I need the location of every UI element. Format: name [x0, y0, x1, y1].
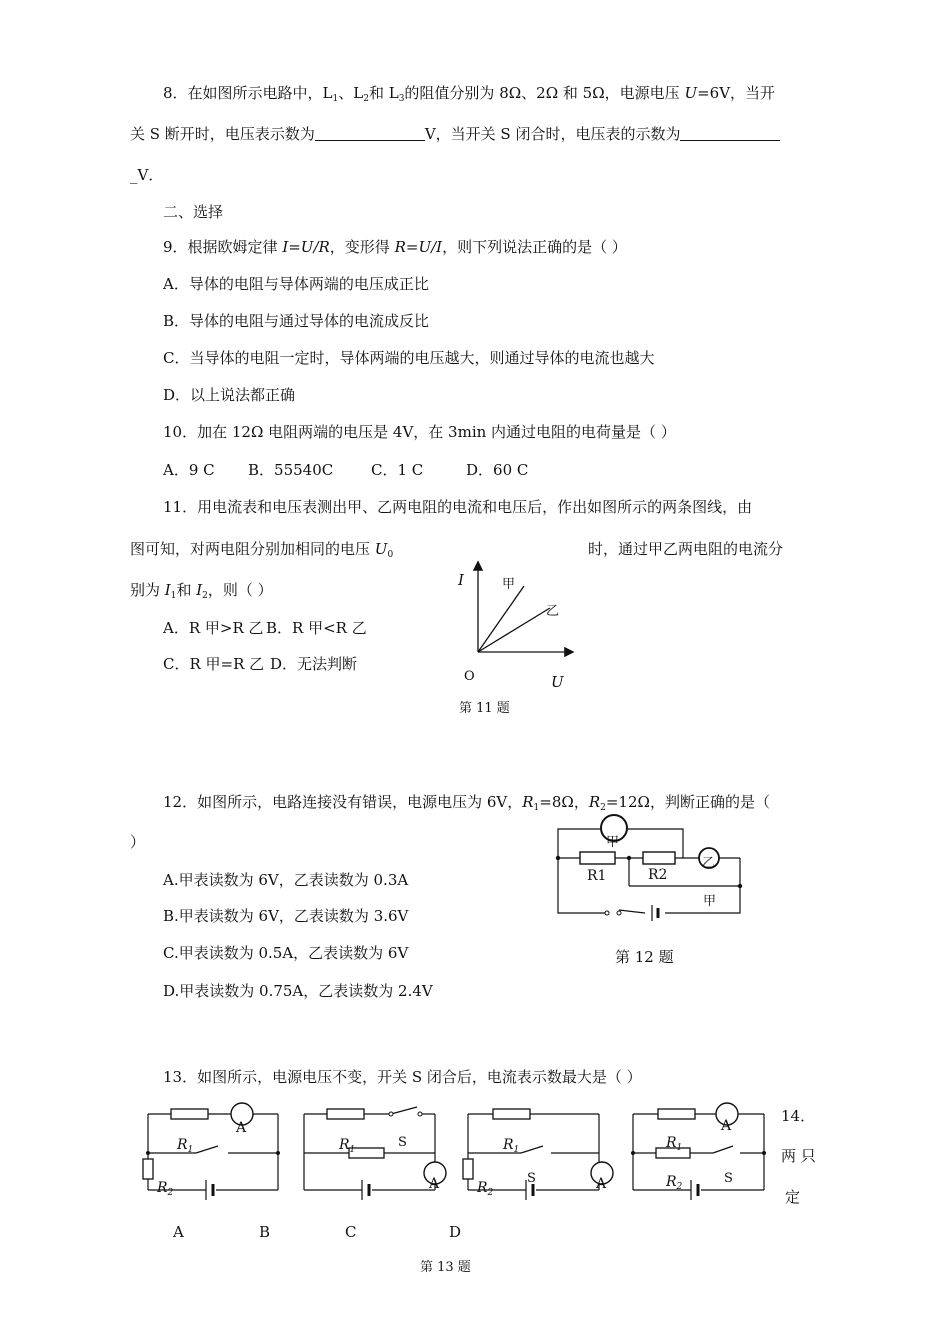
switch-label: S — [398, 1135, 407, 1150]
junction-dot — [556, 856, 560, 860]
q11-option-d[interactable]: D．无法判断 — [270, 655, 358, 673]
junction-dot — [762, 1151, 766, 1155]
q10-stem: 10．加在 12Ω 电阻两端的电压是 4V，在 3min 内通过电阻的电荷量是（ ） — [163, 423, 676, 441]
junction-dot — [738, 884, 742, 888]
junction-dot — [146, 1151, 150, 1155]
resistor — [143, 1159, 153, 1179]
r2-label: $R_2$ — [477, 1180, 494, 1198]
meter-jia-label: 甲 — [606, 835, 620, 850]
q13-label-c[interactable]: C — [345, 1223, 357, 1241]
q14-fragment-2: 两 只 — [781, 1147, 816, 1165]
q12-caption: 第 12 题 — [615, 948, 674, 966]
ammeter-label: A — [721, 1118, 732, 1134]
switch-label: S — [724, 1171, 733, 1186]
r1-label: R1 — [587, 868, 607, 884]
junction-dot — [627, 856, 631, 860]
r1-label: $R_1$ — [339, 1137, 356, 1155]
resistor-r2 — [643, 852, 675, 864]
switch-pivot[interactable] — [389, 1112, 393, 1116]
q8-line-3: _V． — [130, 166, 164, 184]
q12-option-a[interactable]: A.甲表读数为 6V，乙表读数为 0.3A — [163, 871, 409, 889]
line-yi-label: 乙 — [546, 604, 560, 619]
q13-label-a[interactable]: A — [173, 1223, 184, 1241]
meter-jia-bottom-label: 甲 — [703, 894, 717, 909]
q9-option-b[interactable]: B．导体的电阻与通过导体的电流成反比 — [163, 312, 430, 330]
q13-stem: 13．如图所示，电源电压不变，开关 S 闭合后，电流表示数最大是（ ） — [163, 1068, 642, 1086]
resistor — [171, 1109, 208, 1119]
meter-yi-label: 乙 — [702, 856, 716, 871]
r2-label: R2 — [648, 867, 668, 883]
q12-option-b[interactable]: B.甲表读数为 6V，乙表读数为 3.6V — [163, 907, 409, 925]
r2-label: $R_2$ — [157, 1180, 174, 1198]
r1-label: $R_1$ — [177, 1137, 194, 1155]
switch-contact — [418, 1112, 422, 1116]
section-heading: 二、选择 — [163, 203, 224, 221]
q10-option-a[interactable]: A．9 C — [163, 461, 215, 479]
r1-label: $R_1$ — [503, 1137, 520, 1155]
resistor — [463, 1159, 473, 1179]
switch-pivot[interactable] — [605, 911, 609, 915]
line-yi — [478, 608, 550, 652]
ammeter-label: A — [429, 1176, 440, 1192]
r2-label: $R_2$ — [666, 1174, 683, 1192]
q10-option-b[interactable]: B．55540C — [248, 461, 334, 479]
q12-option-d[interactable]: D.甲表读数为 0.75A，乙表读数为 2.4V — [163, 982, 433, 1000]
answer-blank-2[interactable] — [680, 126, 780, 141]
q11-line-2a: 图可知，对两电阻分别加相同的电压 $U_0$ — [130, 540, 394, 560]
q13-circuit-b — [299, 1102, 449, 1192]
q11-caption: 第 11 题 — [459, 701, 510, 716]
q12-option-c[interactable]: C.甲表读数为 0.5A，乙表读数为 6V — [163, 944, 409, 962]
q11-iu-graph — [440, 555, 580, 695]
q11-option-b[interactable]: B．R 甲<R 乙 — [266, 619, 367, 637]
r1-label: $R_1$ — [666, 1135, 683, 1153]
q8-line-1: 8．在如图所示电路中，$L_1$、$L_2$和 $L_3$的阻值分别为 8Ω、2Ω 和 5Ω，电源电压 U=6V，当开 — [163, 84, 776, 104]
resistor — [493, 1109, 530, 1119]
q8-line-2: 关 S 断开时，电压表示数为 V，当开关 S 闭合时，电压表的示数为 — [130, 124, 780, 144]
line-jia-label: 甲 — [502, 577, 516, 592]
ammeter-label: A — [236, 1120, 247, 1136]
line-jia — [478, 586, 524, 652]
q10-option-d[interactable]: D．60 C — [466, 461, 529, 479]
q9-option-d[interactable]: D．以上说法都正确 — [163, 386, 296, 404]
y-axis-label: I — [458, 571, 464, 589]
resistor — [327, 1109, 364, 1119]
ammeter-label: A — [596, 1176, 607, 1192]
q13-circuit-c — [463, 1102, 613, 1198]
switch-contact — [617, 911, 621, 915]
q11-line-1: 11．用电流表和电压表测出甲、乙两电阻的电流和电压后，作出如图所示的两条图线，由 — [163, 498, 753, 516]
q13-circuit-d — [628, 1102, 773, 1192]
q11-option-a[interactable]: A．R 甲>R 乙 — [163, 619, 264, 637]
q12-circuit-diagram — [555, 812, 755, 922]
switch-label: S — [527, 1171, 536, 1186]
x-axis-label: U — [551, 673, 564, 691]
q10-option-c[interactable]: C．1 C — [371, 461, 424, 479]
q11-option-c[interactable]: C．R 甲=R 乙 — [163, 655, 265, 673]
q9-stem: 9．根据欧姆定律 I=U/R，变形得 R=U/I，则下列说法正确的是（ ） — [163, 238, 627, 256]
q14-fragment-1: 14． — [781, 1107, 816, 1125]
q12-line-2: ） — [130, 833, 146, 851]
q13-label-d[interactable]: D — [449, 1223, 462, 1241]
junction-dot — [276, 1151, 280, 1155]
resistor — [658, 1109, 695, 1119]
q14-fragment-3: 定 — [785, 1188, 801, 1206]
q11-line-3: 别为 $I_1$和 $I_2$，则（ ） — [130, 581, 273, 601]
q12-line-1: 12．如图所示，电路连接没有错误，电源电压为 6V，$R_1=8\Omega$，$R_2=12\Omega$，判断正确的是（ — [163, 793, 770, 813]
q13-label-b[interactable]: B — [259, 1223, 271, 1241]
q9-option-a[interactable]: A．导体的电阻与导体两端的电压成正比 — [163, 275, 429, 293]
q13-caption: 第 13 题 — [420, 1260, 471, 1275]
q11-line-2b: 时，通过甲乙两电阻的电流分 — [588, 540, 784, 558]
q13-circuit-a — [143, 1102, 283, 1198]
junction-dot — [631, 1151, 635, 1155]
resistor-r1 — [580, 852, 615, 864]
origin-label: O — [464, 669, 475, 684]
q9-option-c[interactable]: C．当导体的电阻一定时，导体两端的电压越大，则通过导体的电流也越大 — [163, 349, 655, 367]
answer-blank-1[interactable] — [315, 126, 425, 141]
